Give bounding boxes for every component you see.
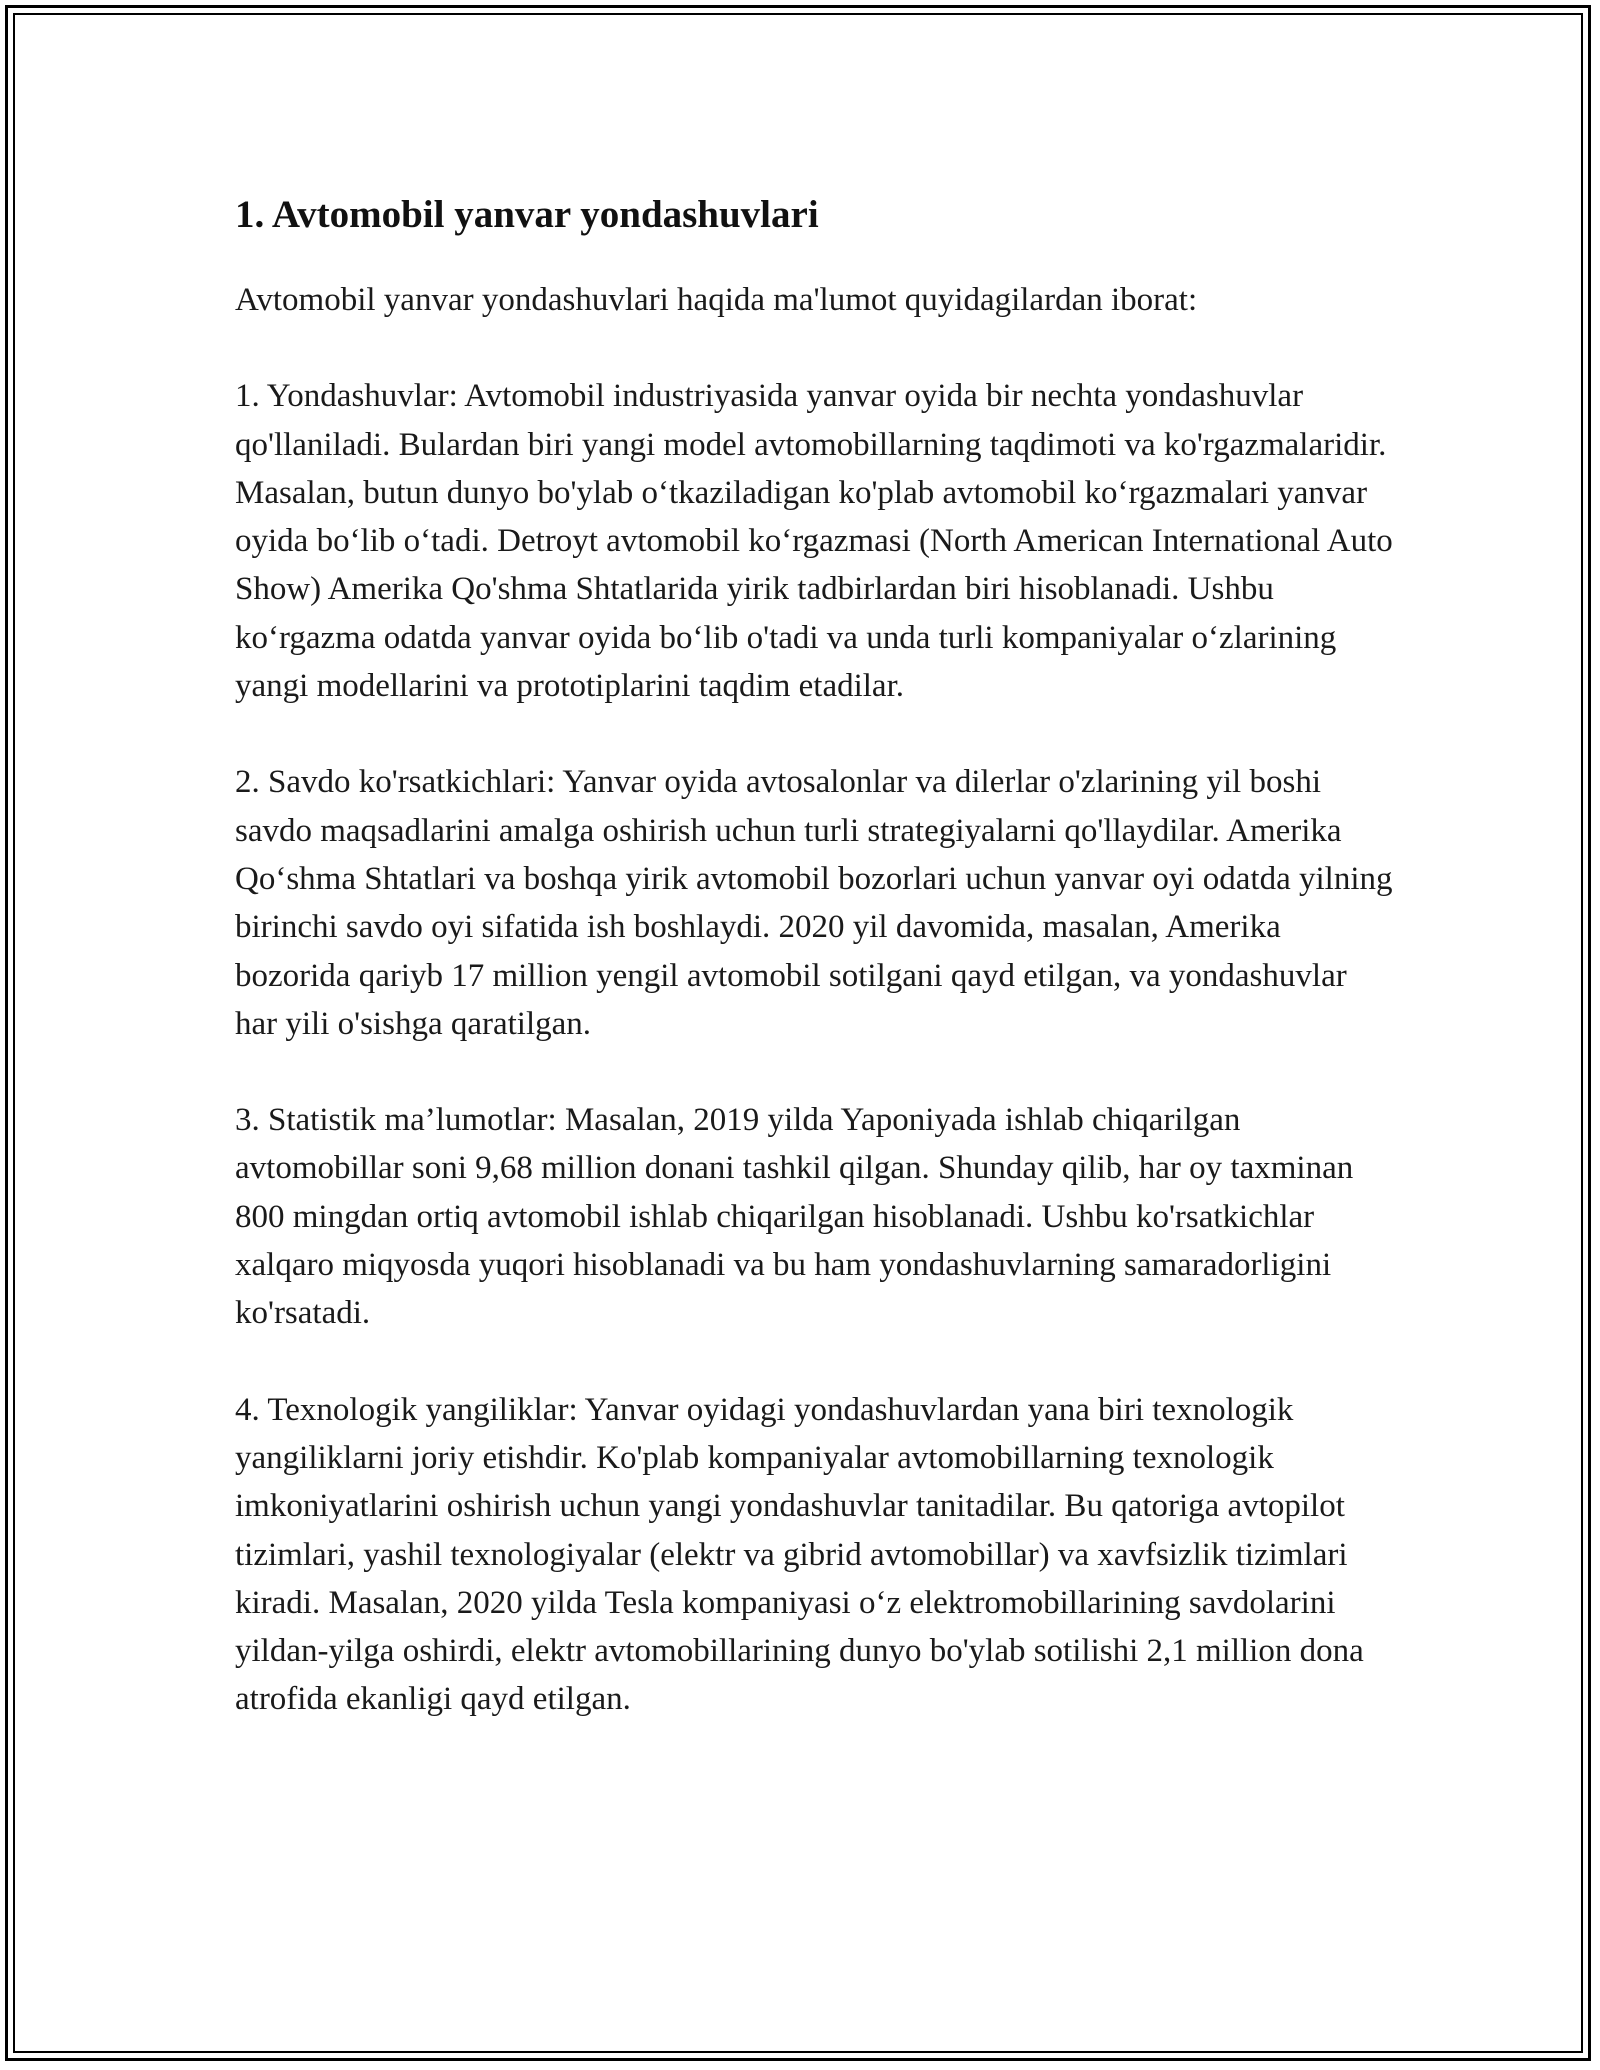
paragraph-yondashuvlar: 1. Yondashuvlar: Avtomobil industriyasida yanvar oyida bir nechta yondashuvlar qo'llaniladi. Bulardan biri yangi model avtomobillarning taqdimoti va ko'rgazmalaridir. Masalan, butun dunyo bo'ylab oʻtkaziladigan ko'plab avtomobil koʻrgazmalari yanvar oyida boʻlib oʻtadi. Detroyt avtomobil koʻrgazmasi (North American International Auto Show) Amerika Qo'shma Shtatlarida yirik tadbirlardan biri hisoblanadi. Ushbu koʻrgazma odatda yanvar oyida boʻlib o'tadi va unda turli kompaniyalar oʻzlarining yangi modellarini va prototiplarini taqdim etadilar. xyxy=(235,378,1393,705)
paragraph-texnologik: 4. Texnologik yangiliklar: Yanvar oyidagi yondashuvlardan yana biri texnologik yangiliklarni joriy etishdir. Ko'plab kompaniyalar avtomobillarning texnologik imkoniyatlarini oshirish uchun yangi yondashuvlar tanitadilar. Bu qatoriga avtopilot tizimlari, yashil texnologiyalar (elektr va gibrid avtomobillar) va xavfsizlik tizimlari kiradi. Masalan, 2020 yilda Tesla kompaniyasi oʻz elektromobillarining savdolarini yildan-yilga oshirdi, elektr avtomobillarining dunyo bo'ylab sotilishi 2,1 million dona atrofida ekanligi qayd etilgan. xyxy=(235,1391,1364,1718)
intro-paragraph: Avtomobil yanvar yondashuvlari haqida ma'lumot quyidagilardan iborat: xyxy=(235,282,1198,318)
paragraph-savdo: 2. Savdo ko'rsatkichlari: Yanvar oyida avtosalonlar va dilerlar o'zlarining yil boshi savdo maqsadlarini amalga oshirish uchun turli strategiyalarni qo'llaydilar. Amerika Qoʻshma Shtatlari va boshqa yirik avtomobil bozorlari uchun yanvar oyi odatda yilning birinchi savdo oyi sifatida ish boshlaydi. 2020 yil davomida, masalan, Amerika bozorida qariyb 17 million yengil avtomobil sotilgani qayd etilgan, va yondashuvlar har yili o'sishga qaratilgan. xyxy=(235,764,1393,1042)
document-heading: 1. Avtomobil yanvar yondashuvlari xyxy=(235,193,819,236)
paragraph-statistik: 3. Statistik ma’lumotlar: Masalan, 2019 yilda Yaponiyada ishlab chiqarilgan avtomobillar soni 9,68 million donani tashkil qilgan. Shunday qilib, har oy taxminan 800 mingdan ortiq avtomobil ishlab chiqarilgan hisoblanadi. Ushbu ko'rsatkichlar xalqaro miqyosda yuqori hisoblanadi va bu ham yondashuvlarning samaradorligini ko'rsatadi. xyxy=(235,1102,1354,1332)
document-body xyxy=(235,190,1395,1772)
